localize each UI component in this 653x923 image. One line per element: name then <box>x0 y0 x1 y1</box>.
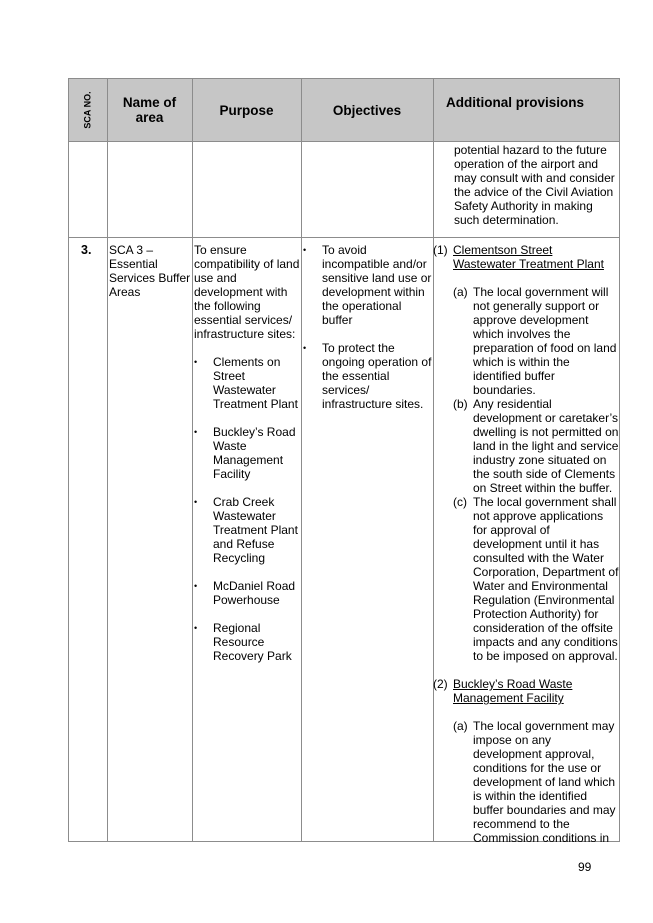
column-divider <box>107 79 108 841</box>
sub-item-text: Any residential development or caretaker’s dwelling is not permitted on land in the light and service industry zone situated on the south side of Clements on Street within the buffer. <box>473 397 619 495</box>
purpose-intro: To ensure compatibility of land use and development with the following essential services/ infrastructure sites: <box>194 243 300 341</box>
objectives-list <box>303 243 433 411</box>
purpose-item-text: McDaniel Road Powerhouse <box>213 579 296 607</box>
provision-title: Buckley’s Road Waste Management Facility <box>453 677 573 705</box>
provision-number: (2) <box>433 677 448 691</box>
provision-sub-item <box>453 719 620 845</box>
provision-sub-item <box>453 285 620 397</box>
header-objectives-label: Objectives <box>332 102 402 118</box>
page-number: 99 <box>578 860 592 874</box>
provision-1 <box>433 243 620 663</box>
bullet-icon: • <box>194 497 198 507</box>
provision-sub-list <box>453 285 620 663</box>
purpose-item-text: Buckley’s Road Waste Management Facility <box>213 425 296 481</box>
purpose-item-text: Regional Resource Recovery Park <box>213 621 292 663</box>
bullet-icon: • <box>303 343 307 353</box>
sub-item-number: (a) <box>453 719 468 733</box>
sub-item-text: The local government shall not approve applications for approval of development until it has consulted with the Water Corporation, Department of Water and Environmental Regulation (Environmental Protection Authority) for consideration of the offsite impacts and any conditions to be imposed on approval. <box>473 495 619 663</box>
header-name-of-area <box>107 79 192 141</box>
bullet-icon: • <box>303 245 307 255</box>
header-sca-no <box>69 79 107 141</box>
objective-item <box>303 341 433 411</box>
row-sca-number: 3. <box>81 243 92 257</box>
bullet-icon: • <box>194 581 198 591</box>
provision-sub-item <box>453 397 620 495</box>
row-area-name: SCA 3 – Essential Services Buffer Areas <box>109 243 191 299</box>
header-purpose <box>192 79 301 141</box>
sca-table <box>68 78 620 845</box>
sub-item-text: The local government may impose on any development approval, conditions for the use or development of land which is within the identified buffer boundaries and may recommend to the Commission conditions in <box>473 719 616 845</box>
header-purpose-label: Purpose <box>219 102 274 118</box>
purpose-item <box>194 425 300 481</box>
purpose-list <box>194 355 300 663</box>
purpose-item-text: Crab Creek Wastewater Treatment Plant and Refuse Recycling <box>213 495 298 565</box>
purpose-item <box>194 579 300 607</box>
row-divider <box>69 237 619 238</box>
header-name-of-area-label: Name of area <box>122 95 177 125</box>
bullet-icon: • <box>194 623 198 633</box>
column-divider <box>192 79 193 841</box>
provision-2 <box>433 677 620 845</box>
purpose-item-text: Clements on Street Wastewater Treatment Plant <box>213 355 298 411</box>
header-additional-provisions-label: Additional provisions <box>446 95 585 110</box>
sub-item-number: (b) <box>453 397 468 411</box>
sub-item-text: The local government will not generally support or approve development which involves the preparation of food on land which is within the identified buffer boundaries. <box>473 285 617 397</box>
bullet-icon: • <box>194 427 198 437</box>
provision-title: Clementson Street Wastewater Treatment Plant <box>453 243 604 271</box>
header-additional-provisions <box>433 79 619 141</box>
bullet-icon: • <box>194 357 198 367</box>
provision-sub-list <box>453 719 620 845</box>
purpose-cell <box>194 243 300 663</box>
header-objectives <box>301 79 433 141</box>
continued-provision-text: potential hazard to the future operation of the airport and may consult with and consider the advice of the Civil Aviation Safety Authority in making such determination. <box>454 143 615 227</box>
purpose-item <box>194 355 300 411</box>
sub-item-number: (c) <box>453 495 467 509</box>
sub-item-number: (a) <box>453 285 468 299</box>
objective-item-text: To avoid incompatible and/or sensitive land use or development within the operational buffer <box>322 243 432 327</box>
purpose-item <box>194 621 300 663</box>
provisions-cell <box>433 243 620 845</box>
column-divider <box>301 79 302 841</box>
provision-number: (1) <box>433 243 448 257</box>
objective-item-text: To protect the ongoing operation of the essential services/ infrastructure sites. <box>322 341 432 411</box>
objective-item <box>303 243 433 327</box>
objectives-cell <box>303 243 433 411</box>
provision-sub-item <box>453 495 620 663</box>
purpose-item <box>194 495 300 565</box>
header-sca-no-label: SCA NO. <box>82 91 93 129</box>
